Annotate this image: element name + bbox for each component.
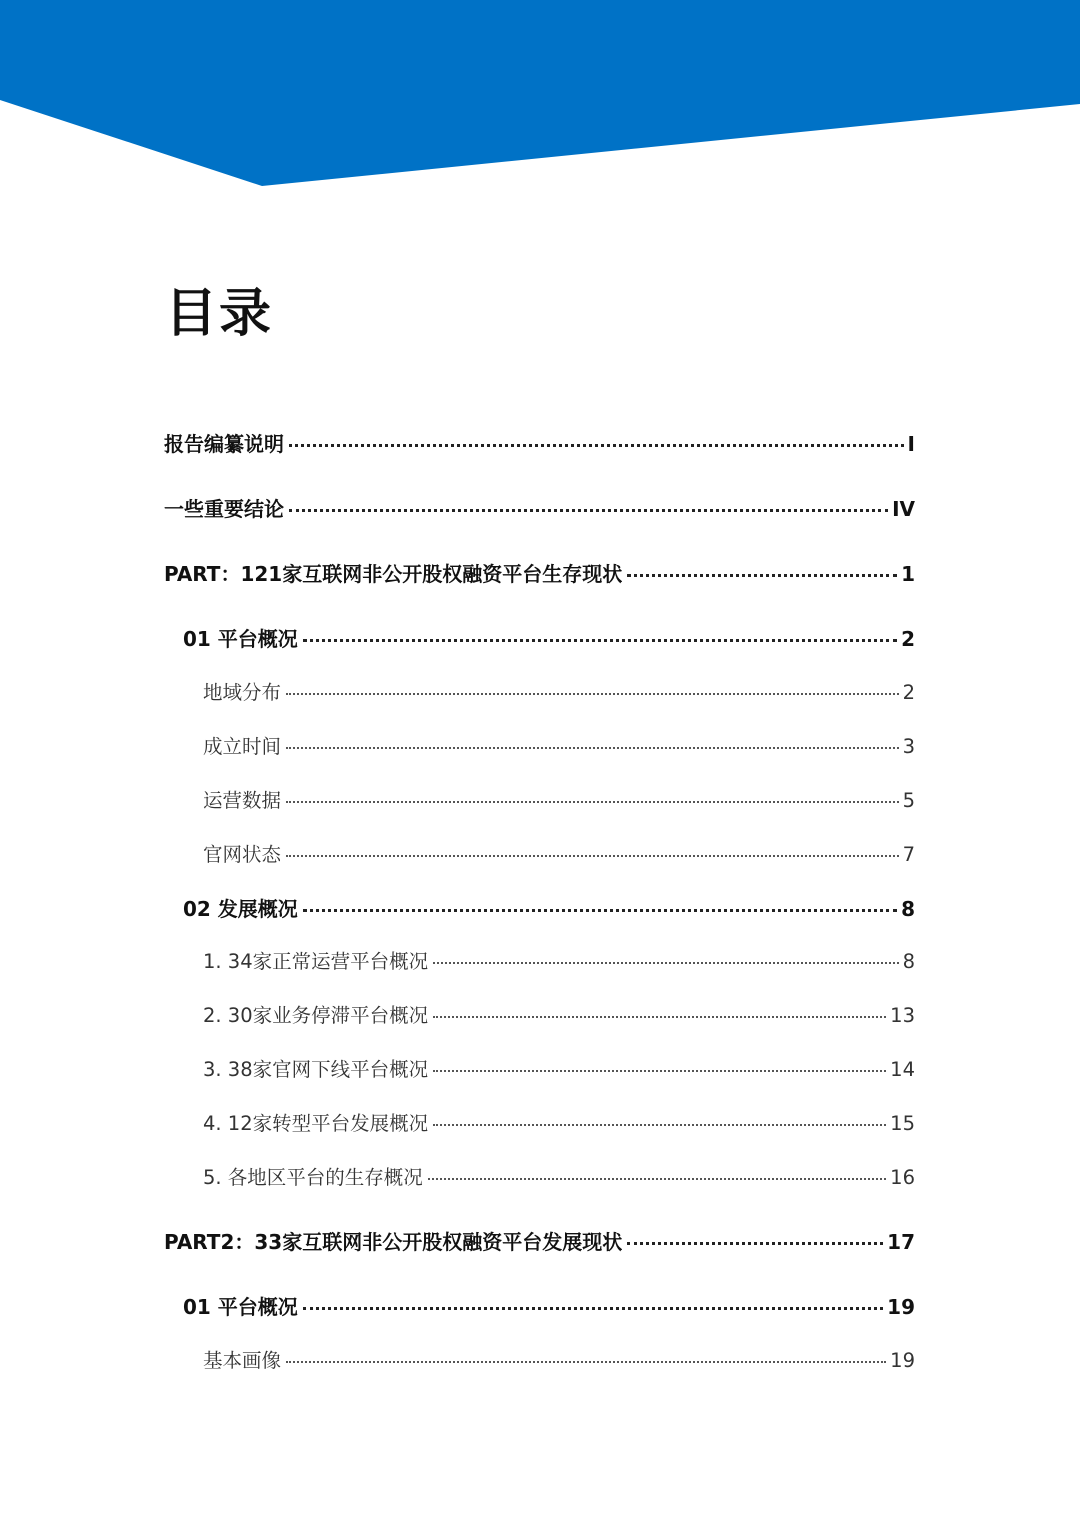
toc-leader-dots	[433, 1016, 886, 1018]
toc-entry-page: 1	[901, 562, 915, 586]
toc-entry-page: 5	[902, 789, 915, 812]
toc-entry-label: 01 平台概况	[183, 1295, 298, 1319]
toc-entry-basic-profile[interactable]	[203, 1345, 915, 1373]
toc-leader-dots	[303, 909, 897, 912]
toc-entry-page: IV	[892, 497, 915, 521]
toc-entry-page: 17	[887, 1230, 915, 1254]
toc-entry-label: PART：121家互联网非公开股权融资平台生存现状	[164, 562, 623, 586]
toc-entry-label: 01 平台概况	[183, 627, 298, 651]
toc-entry-label: PART2：33家互联网非公开股权融资平台发展现状	[164, 1230, 623, 1254]
toc-entry-label: 2. 30家业务停滞平台概况	[203, 1004, 429, 1027]
toc-entry-label: 02 发展概况	[183, 897, 298, 921]
toc-entry-label: 成立时间	[203, 735, 282, 758]
toc-entry-label: 1. 34家正常运营平台概况	[203, 950, 429, 973]
toc-entry-offline-platforms[interactable]	[203, 1054, 915, 1082]
toc-entry-page: I	[907, 432, 915, 456]
toc-entry-label: 3. 38家官网下线平台概况	[203, 1058, 429, 1081]
toc-leader-dots	[433, 1124, 886, 1126]
toc-entry-label: 4. 12家转型平台发展概况	[203, 1112, 429, 1135]
toc-leader-dots	[289, 509, 888, 512]
toc-entry-page: 2	[901, 627, 915, 651]
toc-entry-stalled-platforms[interactable]	[203, 1000, 915, 1028]
toc-entry-label: 运营数据	[203, 789, 282, 812]
toc-leader-dots	[303, 1307, 883, 1310]
toc-entry-founding-time[interactable]	[203, 731, 915, 759]
toc-entry-regional-distribution[interactable]	[203, 677, 915, 705]
toc-entry-label: 基本画像	[203, 1349, 282, 1372]
toc-entry-page: 15	[890, 1112, 915, 1135]
toc-entry-operating-data[interactable]	[203, 785, 915, 813]
toc-leader-dots	[286, 747, 899, 749]
toc-entry-page: 3	[902, 735, 915, 758]
toc-entry-part-1-section-02[interactable]	[183, 893, 915, 922]
toc-leader-dots	[433, 1070, 886, 1072]
toc-entry-label: 地域分布	[203, 681, 282, 704]
toc-entry-page: 19	[890, 1349, 915, 1372]
toc-entry-page: 7	[902, 843, 915, 866]
toc-entry-label: 一些重要结论	[164, 497, 284, 521]
toc-leader-dots	[627, 574, 897, 577]
toc-entry-part-1[interactable]	[164, 558, 915, 587]
toc-entry-report-notes[interactable]	[164, 428, 915, 457]
toc-leader-dots	[286, 693, 899, 695]
toc-leader-dots	[303, 639, 897, 642]
toc-entry-page: 16	[890, 1166, 915, 1189]
toc-entry-page: 13	[890, 1004, 915, 1027]
toc-leader-dots	[289, 444, 904, 447]
toc-leader-dots	[286, 1361, 886, 1363]
toc-entry-label: 报告编纂说明	[164, 432, 284, 456]
toc-entry-page: 8	[901, 897, 915, 921]
toc-entry-part-1-section-01[interactable]	[183, 623, 915, 652]
toc-entry-normal-operating-platforms[interactable]	[203, 946, 915, 974]
toc-entry-label: 5. 各地区平台的生存概况	[203, 1166, 423, 1189]
toc-entry-part-2-section-01[interactable]	[183, 1291, 915, 1320]
toc-entry-transformed-platforms[interactable]	[203, 1108, 915, 1136]
toc-entry-key-conclusions[interactable]	[164, 493, 915, 522]
toc-entry-page: 14	[890, 1058, 915, 1081]
toc-leader-dots	[627, 1242, 883, 1245]
toc-leader-dots	[286, 801, 899, 803]
toc-entry-website-status[interactable]	[203, 839, 915, 867]
toc-leader-dots	[433, 962, 898, 964]
toc-entry-page: 2	[902, 681, 915, 704]
toc-entry-page: 8	[902, 950, 915, 973]
page-title: 目录	[165, 284, 274, 344]
toc-entry-page: 19	[887, 1295, 915, 1319]
toc-entry-regional-survival[interactable]	[203, 1162, 915, 1190]
toc-entry-part-2[interactable]	[164, 1226, 915, 1255]
toc-entry-label: 官网状态	[203, 843, 282, 866]
toc-leader-dots	[286, 855, 899, 857]
toc-leader-dots	[428, 1178, 886, 1180]
